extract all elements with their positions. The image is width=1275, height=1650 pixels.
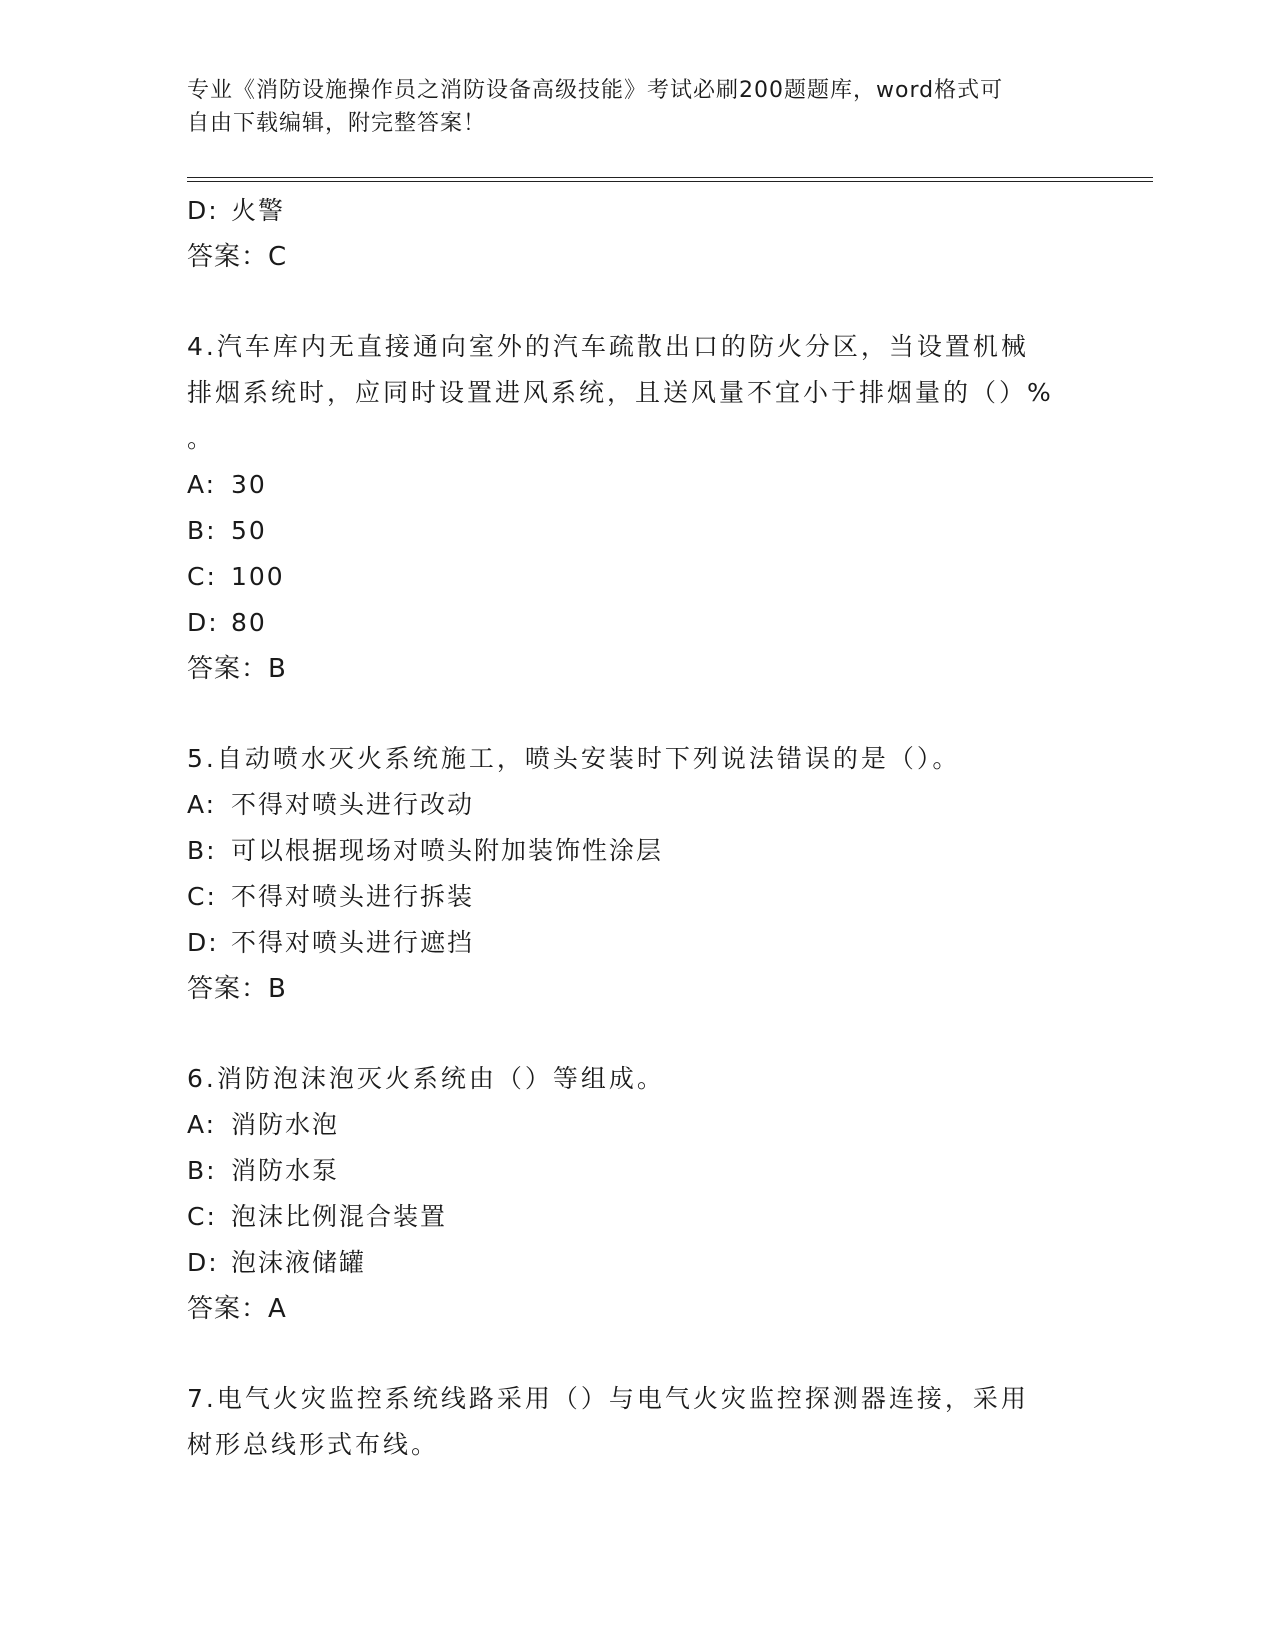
question-stem: 7.电气火灾监控系统线路采用（）与电气火灾监控探测器连接，采用 (187, 1384, 1029, 1413)
option-label: D: (187, 1248, 219, 1277)
question-stem: 排烟系统时，应同时设置进风系统，且送风量不宜小于排烟量的（）% (187, 378, 1054, 407)
option-b (187, 1148, 1087, 1194)
option-text: 可以根据现场对喷头附加装饰性涂层 (231, 836, 664, 865)
option-d (187, 920, 1087, 966)
question-4 (187, 324, 1087, 692)
option-b (187, 828, 1087, 874)
question-stem: 树形总线形式布线。 (187, 1430, 440, 1459)
option-text: 火警 (231, 196, 286, 225)
spacer (187, 692, 1087, 736)
option-text: 泡沫比例混合装置 (231, 1202, 448, 1231)
option-label: B: (187, 836, 217, 865)
option-label: C: (187, 1202, 217, 1231)
option-a (187, 1102, 1087, 1148)
option-c (187, 874, 1087, 920)
answer: 答案：B (187, 974, 287, 1004)
question-6 (187, 1056, 1087, 1332)
question-stem: 。 (187, 424, 216, 453)
document-body (187, 188, 1087, 1468)
spacer (187, 1332, 1087, 1376)
option-text: 30 (231, 470, 267, 499)
header-line-1: 专业《消防设施操作员之消防设备高级技能》考试必刷200题题库，word格式可 (187, 78, 1004, 103)
spacer (187, 1012, 1087, 1056)
option-d (187, 188, 1087, 234)
answer: 答案：C (187, 242, 288, 272)
prev-question (187, 188, 1087, 280)
option-text: 不得对喷头进行遮挡 (231, 928, 475, 957)
option-label: D: (187, 928, 219, 957)
option-text: 消防水泵 (231, 1156, 340, 1185)
option-label: B: (187, 1156, 217, 1185)
option-label: A: (187, 790, 217, 819)
option-c (187, 554, 1087, 600)
header-line-2: 自由下载编辑，附完整答案！ (187, 111, 487, 136)
option-b (187, 508, 1087, 554)
option-label: B: (187, 516, 217, 545)
option-label: D: (187, 608, 219, 637)
option-c (187, 1194, 1087, 1240)
option-text: 不得对喷头进行改动 (231, 790, 475, 819)
option-text: 50 (231, 516, 267, 545)
option-text: 80 (231, 608, 267, 637)
option-a (187, 782, 1087, 828)
question-stem: 6.消防泡沫泡灭火系统由（）等组成。 (187, 1064, 665, 1093)
question-5 (187, 736, 1087, 1012)
option-text: 100 (231, 562, 285, 591)
option-label: A: (187, 470, 217, 499)
option-d (187, 1240, 1087, 1286)
page-header (187, 74, 1087, 140)
option-d (187, 600, 1087, 646)
option-a (187, 462, 1087, 508)
option-label: C: (187, 562, 217, 591)
question-stem: 4.汽车库内无直接通向室外的汽车疏散出口的防火分区，当设置机械 (187, 332, 1029, 361)
question-stem: 5.自动喷水灭火系统施工，喷头安装时下列说法错误的是（）。 (187, 744, 961, 773)
spacer (187, 280, 1087, 324)
option-label: C: (187, 882, 217, 911)
question-7 (187, 1376, 1087, 1468)
option-text: 消防水泡 (231, 1110, 340, 1139)
header-divider (187, 177, 1153, 182)
option-label: A: (187, 1110, 217, 1139)
answer: 答案：A (187, 1294, 287, 1324)
option-label: D: (187, 196, 219, 225)
answer: 答案：B (187, 654, 287, 684)
option-text: 不得对喷头进行拆装 (231, 882, 475, 911)
option-text: 泡沫液储罐 (231, 1248, 367, 1277)
